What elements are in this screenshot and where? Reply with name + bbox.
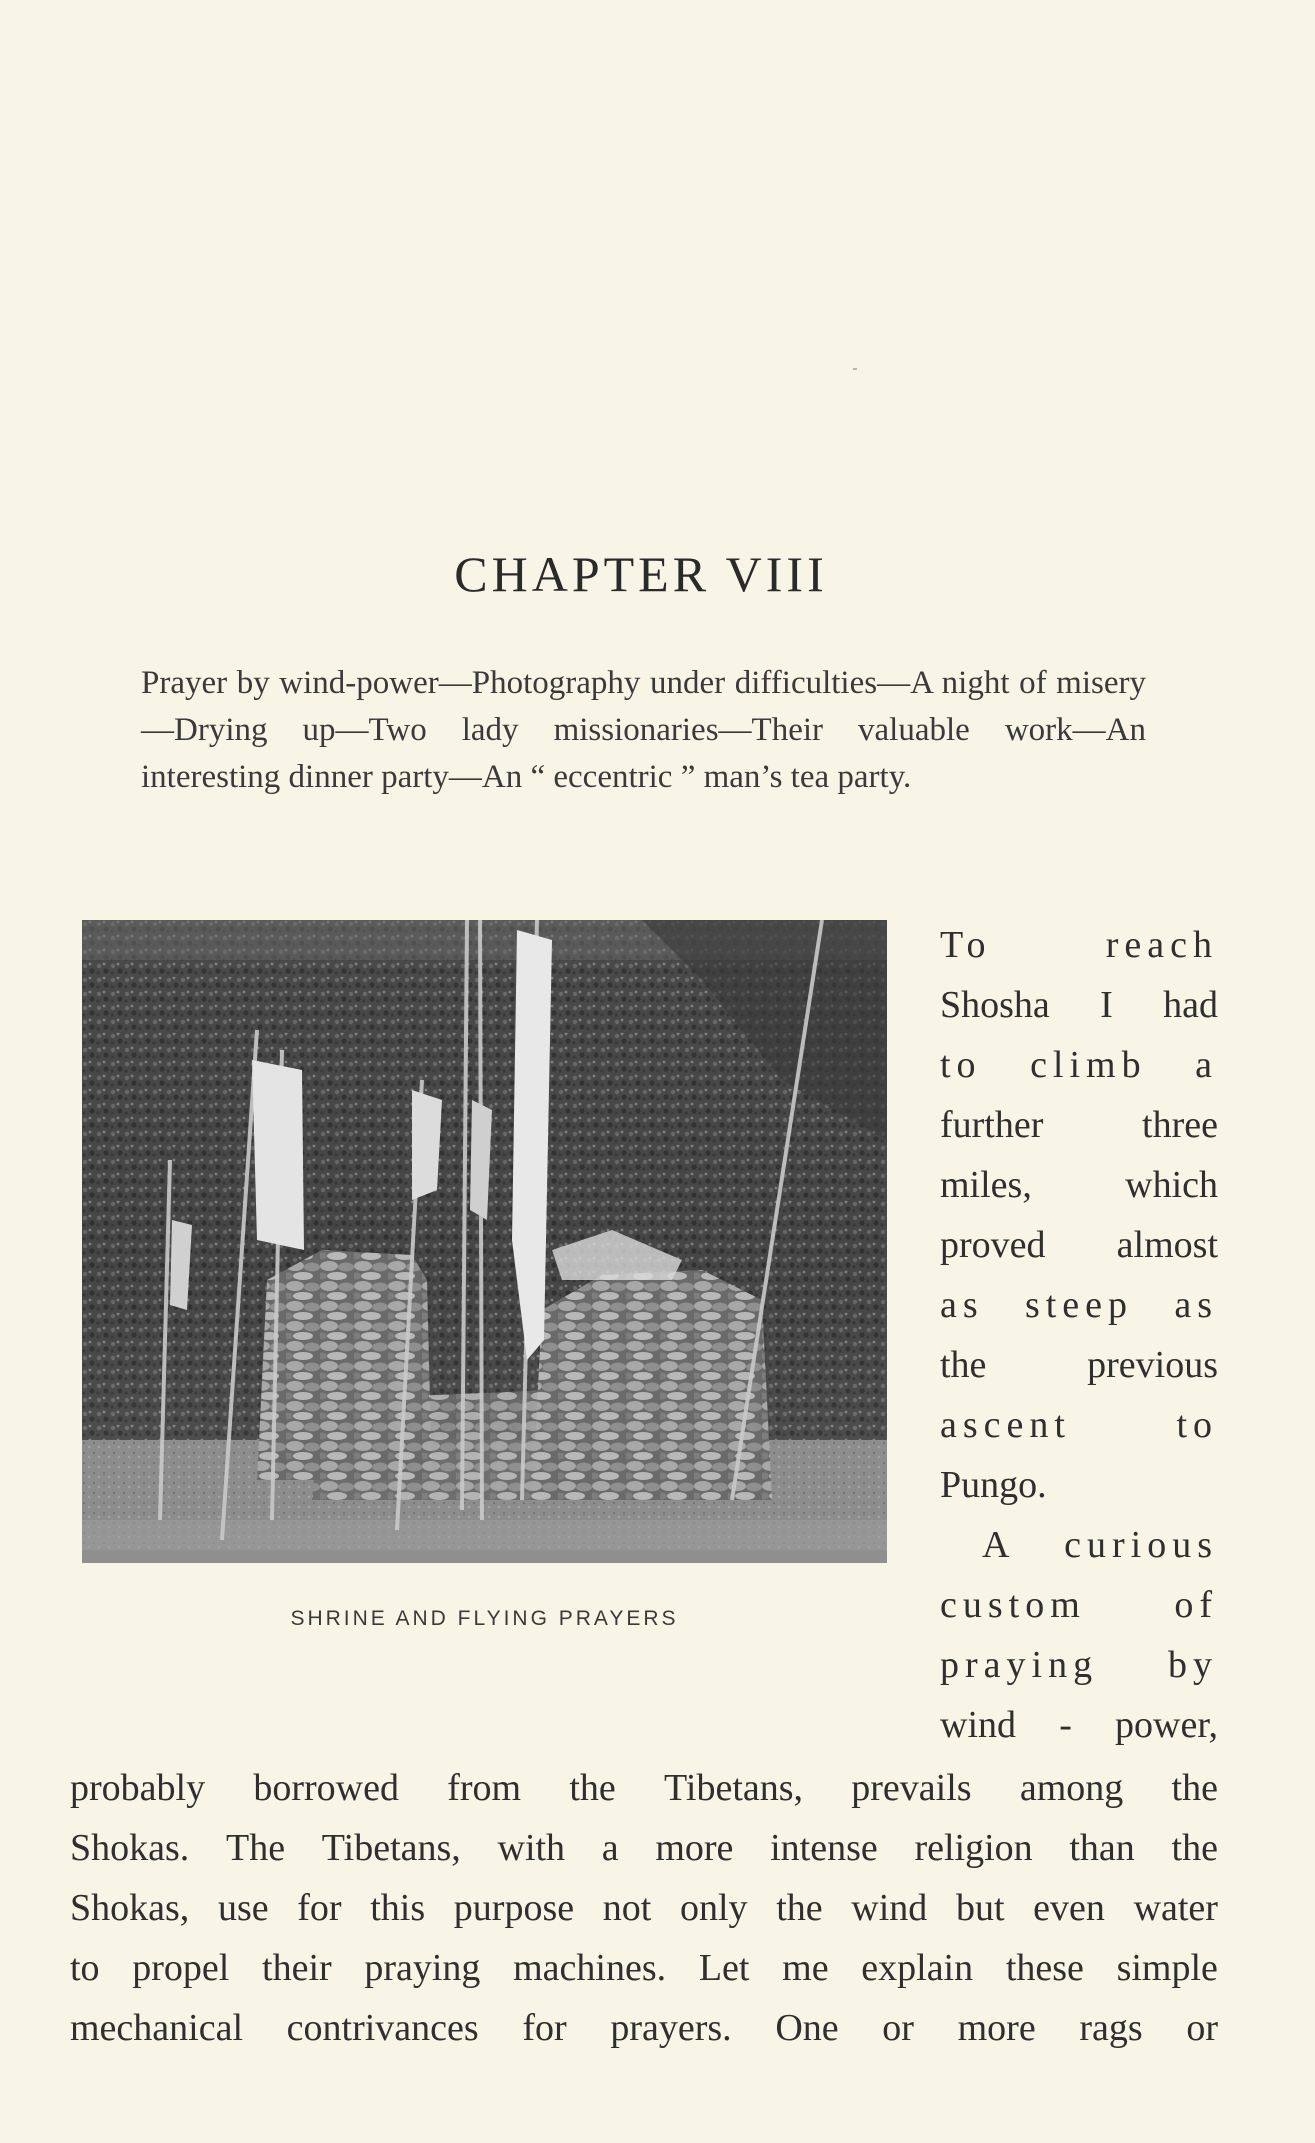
word: prevails: [851, 1767, 972, 1809]
word: power,: [1115, 1704, 1218, 1746]
word: climb: [1030, 1044, 1147, 1086]
word: prayers.: [610, 2007, 732, 2049]
word: reach: [1105, 924, 1218, 966]
word: their: [262, 1947, 332, 1989]
word: among: [1019, 1767, 1124, 1809]
word: previous: [1087, 1344, 1218, 1386]
word: praying: [364, 1947, 481, 1989]
word: Pungo.: [940, 1464, 1047, 1506]
word: to: [1176, 1404, 1218, 1446]
side-line: [940, 1695, 1218, 1755]
word: Tibetans,: [321, 1827, 461, 1869]
word: mechanical: [70, 2007, 244, 2049]
word: One: [775, 2007, 839, 2049]
word: the: [940, 1344, 987, 1386]
word: almost: [1116, 1224, 1218, 1266]
word: curious: [1064, 1524, 1218, 1566]
figure-caption: SHRINE AND FLYING PRAYERS: [290, 1607, 679, 1630]
word: custom: [940, 1584, 1086, 1626]
word: by: [1168, 1644, 1218, 1686]
body-line: [70, 1758, 1218, 1818]
word: more: [655, 1827, 734, 1869]
word: which: [1125, 1164, 1218, 1206]
side-line: [940, 1215, 1218, 1275]
word: intense: [770, 1827, 878, 1869]
word: rags: [1079, 2007, 1143, 2049]
word: steep: [1024, 1284, 1134, 1326]
word: from: [447, 1767, 522, 1809]
body-line: [70, 1998, 1218, 2058]
body-line: [70, 1878, 1218, 1938]
side-line: [940, 915, 1218, 975]
word: or: [1186, 2007, 1218, 2049]
word: as: [1174, 1284, 1218, 1326]
shrine-photograph: [82, 920, 887, 1563]
side-line: [940, 1275, 1218, 1335]
word: three: [1142, 1104, 1218, 1146]
chapter-synopsis: Prayer by wind-power—Photography under difficulties—A night of misery—Drying up—Two lady missionaries—Their valuable work—An interesting dinner party—An “ eccentric ” man’s tea party.: [141, 665, 1146, 795]
word: to: [70, 1947, 100, 1989]
word: of: [1174, 1584, 1218, 1626]
word: borrowed: [253, 1767, 399, 1809]
side-line: [940, 1335, 1218, 1395]
word: To: [940, 924, 992, 966]
word: water: [1133, 1887, 1218, 1929]
word: Shosha: [940, 984, 1050, 1026]
word: the: [776, 1887, 823, 1929]
word: praying: [940, 1644, 1099, 1686]
side-line: [940, 1635, 1218, 1695]
body-line: [70, 1818, 1218, 1878]
word: propel: [132, 1947, 230, 1989]
word: ascent: [940, 1404, 1071, 1446]
word: even: [1033, 1887, 1105, 1929]
word: but: [955, 1887, 1005, 1929]
word: the: [1171, 1767, 1218, 1809]
side-line: [940, 975, 1218, 1035]
word: to: [940, 1044, 982, 1086]
chapter-title: CHAPTER VIII: [454, 546, 828, 602]
word: or: [882, 2007, 914, 2049]
word: miles,: [940, 1164, 1032, 1206]
word: proved: [940, 1224, 1046, 1266]
word: only: [679, 1887, 748, 1929]
word: for: [522, 2007, 567, 2049]
word: the: [1171, 1827, 1218, 1869]
side-line: [940, 1455, 1218, 1515]
word: contrivances: [286, 2007, 479, 2049]
side-line: [940, 1035, 1218, 1095]
word: use: [217, 1887, 269, 1929]
word: Shokas,: [70, 1887, 190, 1929]
word: a: [601, 1827, 619, 1869]
word: with: [497, 1827, 566, 1869]
word: these: [1005, 1947, 1084, 1989]
page-speck: [853, 368, 857, 370]
word: wind: [940, 1704, 1016, 1746]
side-line: [940, 1515, 1218, 1575]
word: purpose: [453, 1887, 575, 1929]
side-line: [940, 1575, 1218, 1635]
word: than: [1069, 1827, 1135, 1869]
word: for: [297, 1887, 342, 1929]
side-line: [940, 1395, 1218, 1455]
word: not: [602, 1887, 652, 1929]
side-line: [940, 1155, 1218, 1215]
word: -: [1059, 1704, 1072, 1746]
word: A: [982, 1524, 1016, 1566]
word: probably: [70, 1767, 206, 1809]
word: Let: [698, 1947, 750, 1989]
shrine-photo-illustration: [82, 920, 887, 1563]
word: as: [940, 1284, 984, 1326]
word: explain: [861, 1947, 974, 1989]
word: I: [1100, 984, 1113, 1026]
word: me: [782, 1947, 829, 1989]
word: religion: [914, 1827, 1033, 1869]
side-text-column: [940, 915, 1218, 1755]
word: Shokas.: [70, 1827, 190, 1869]
word: simple: [1116, 1947, 1218, 1989]
body-line: [70, 1938, 1218, 1998]
body-paragraph: [70, 1758, 1218, 2058]
word: this: [370, 1887, 426, 1929]
word: machines.: [513, 1947, 667, 1989]
word: The: [226, 1827, 286, 1869]
word: further: [940, 1104, 1044, 1146]
word: the: [569, 1767, 616, 1809]
word: more: [957, 2007, 1036, 2049]
word: a: [1195, 1044, 1218, 1086]
word: wind: [851, 1887, 928, 1929]
word: Tibetans,: [664, 1767, 804, 1809]
side-line: [940, 1095, 1218, 1155]
word: had: [1163, 984, 1218, 1026]
